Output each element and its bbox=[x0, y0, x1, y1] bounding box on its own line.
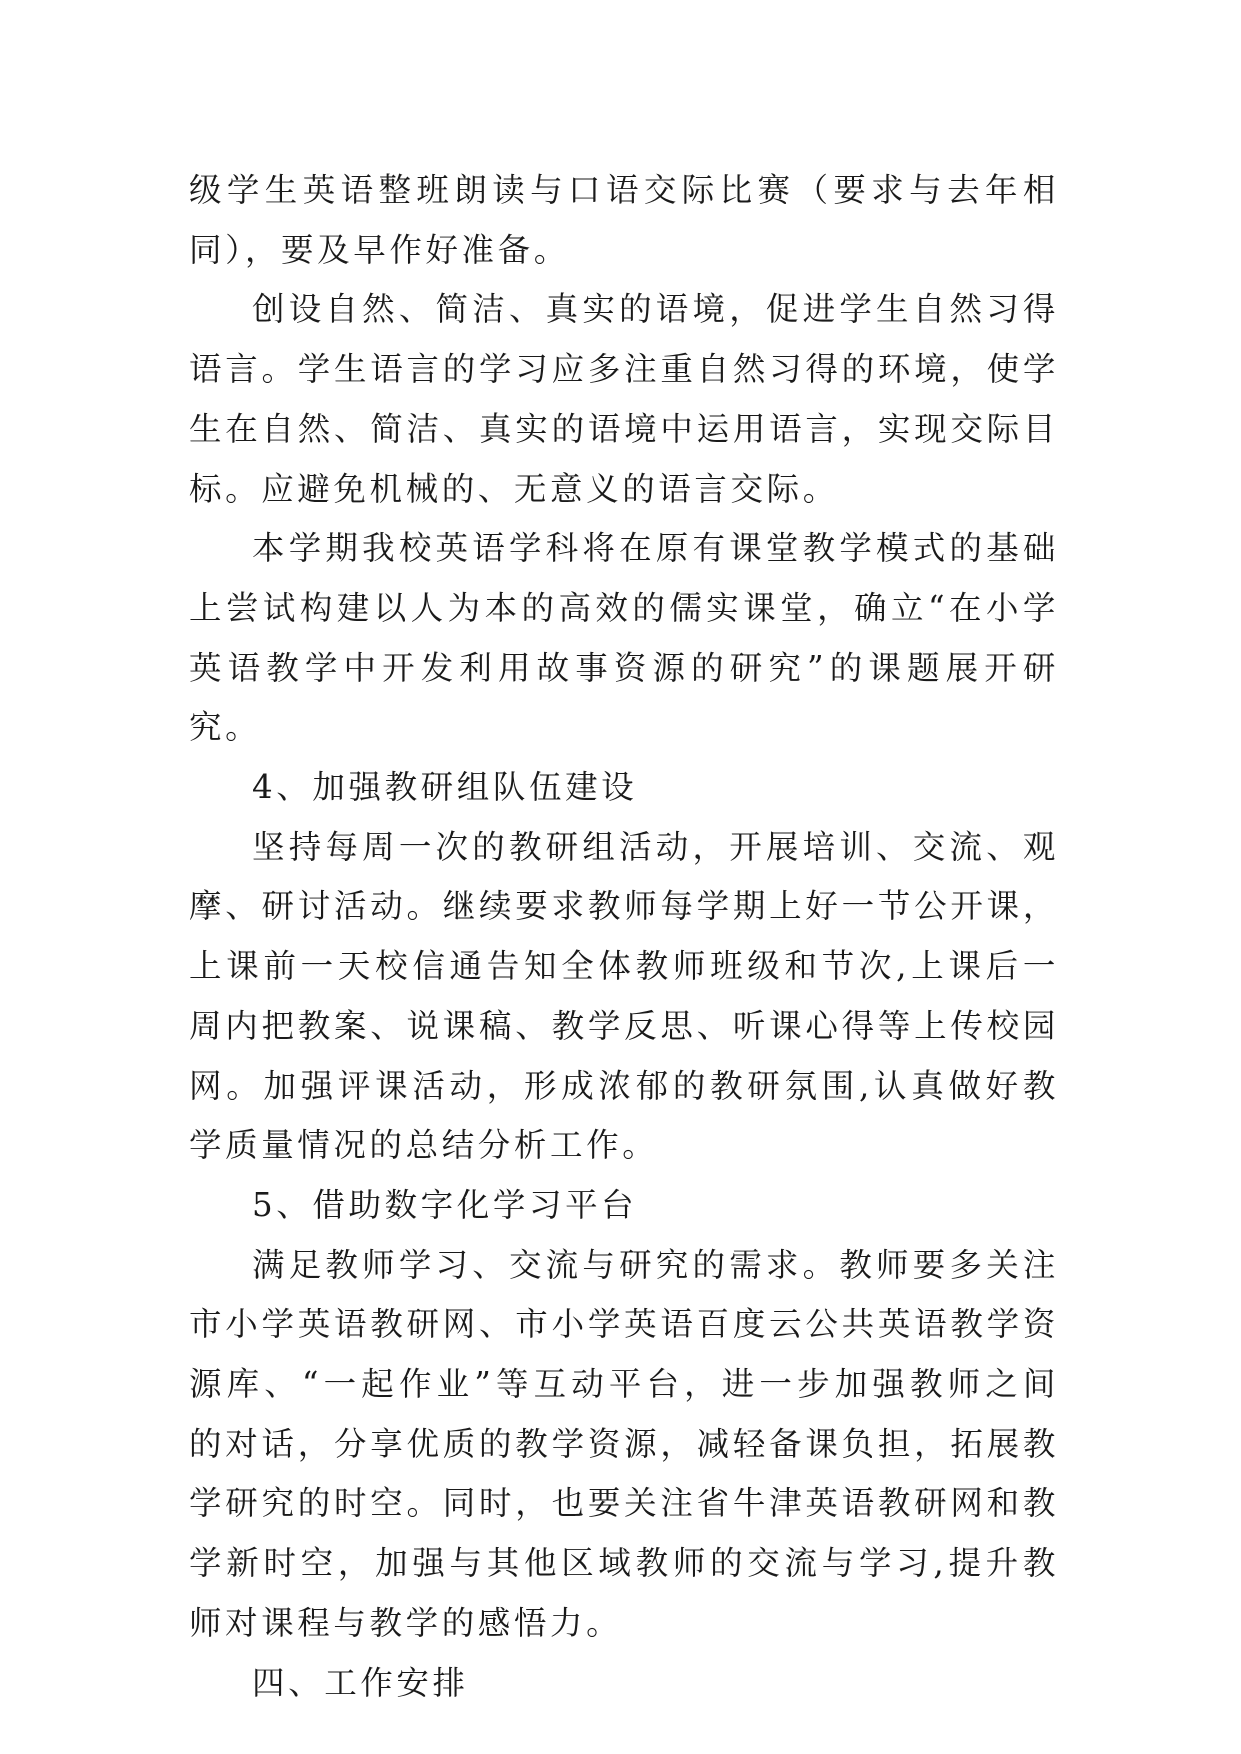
section-heading-work-plan: 四、工作安排 bbox=[252, 1663, 469, 1702]
paragraph-classroom-model: 本学期我校英语学科将在原有课堂教学模式的基础上尝试构建以人为本的高效的儒实课堂，确立“在小学英语教学中开发利用故事资源的研究”的课题展开研究。 bbox=[189, 529, 1059, 747]
paragraph-natural-context: 创设自然、简洁、真实的语境，促进学生自然习得语言。学生语言的学习应多注重自然习得的环境，使学生在自然、简洁、真实的语境中运用语言，实现交际目标。应避免机械的、无意义的语言交际。 bbox=[189, 290, 1059, 508]
paragraph-team-activities: 坚持每周一次的教研组活动，开展培训、交流、观摩、研讨活动。继续要求教师每学期上好一节公开课，上课前一天校信通告知全体教师班级和节次,上课后一周内把教案、说课稿、教学反思、听课心得等上传校园网。加强评课活动，形成浓郁的教研氛围,认真做好教学质量情况的总结分析工作。 bbox=[189, 827, 1059, 1165]
section-heading-digital-platform: 5、借助数字化学习平台 bbox=[252, 1185, 638, 1224]
paragraph-competition-prep: 级学生英语整班朗读与口语交际比赛（要求与去年相同），要及早作好准备。 bbox=[189, 171, 1059, 269]
section-heading-team-building: 4、加强教研组队伍建设 bbox=[252, 768, 638, 807]
paragraph-digital-platform: 满足教师学习、交流与研究的需求。教师要多关注市小学英语教研网、市小学英语百度云公共英语教学资源库、“一起作业”等互动平台，进一步加强教师之间的对话，分享优质的教学资源，减轻备课负担，拓展教学研究的时空。同时，也要关注省牛津英语教研网和教学新时空，加强与其他区域教师的交流与学习,提升教师对课程与教学的感悟力。 bbox=[189, 1245, 1059, 1642]
document-body bbox=[189, 161, 1059, 1713]
